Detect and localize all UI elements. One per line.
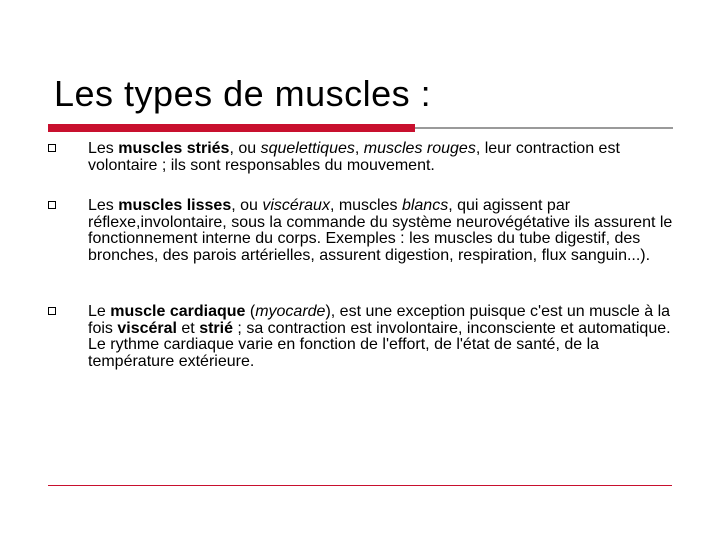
bold-term: viscéral <box>117 319 177 337</box>
text-run: , qui agissent par réflexe,involontaire, sous la commande du système neurovégétative ils assurent le fonctionnement interne du corps. Exemples : les muscles du tube digestif, des bronches, des parois artérielles, assurent digestion, respiration, flux sanguin...). <box>88 197 673 264</box>
bullet-text <box>88 140 620 174</box>
italic-term: squelettiques <box>260 140 355 157</box>
bullet-item <box>88 198 673 264</box>
bullet-item <box>88 304 673 370</box>
italic-term: muscles rouges <box>363 140 476 157</box>
bold-term: muscle cardiaque <box>110 303 246 320</box>
text-run: , ou <box>231 197 263 214</box>
text-run: , ou <box>229 140 261 157</box>
bullet-text <box>88 197 672 264</box>
square-bullet-icon <box>48 144 56 152</box>
text-run: Les <box>88 197 119 214</box>
footer-rule <box>48 485 672 486</box>
italic-term: viscéraux <box>262 197 330 214</box>
bold-term: strié <box>199 319 233 337</box>
bullet-item <box>88 141 673 174</box>
text-run: Le <box>88 303 111 320</box>
bold-term: muscles lisses <box>118 197 232 214</box>
title-underline-accent <box>48 124 415 132</box>
square-bullet-icon <box>48 201 56 209</box>
text-run: , <box>354 140 364 157</box>
italic-term: myocarde <box>255 303 326 320</box>
square-bullet-icon <box>48 307 56 315</box>
text-run: Les <box>88 140 119 157</box>
italic-term: blancs <box>401 197 449 214</box>
text-run: ( <box>245 303 256 320</box>
bullet-text <box>88 303 671 370</box>
text-run: , leur contraction est volontaire ; ils sont responsables du mouvement. <box>88 140 620 174</box>
text-run: , muscles <box>329 197 402 214</box>
text-run: ; sa contraction est involontaire, inconsciente et automatique. Le rythme cardiaque varie en fonction de l'effort, de l'état de santé, de la température extérieure. <box>88 319 671 370</box>
title-underline-rule <box>415 127 673 129</box>
slide-title: Les types de muscles : <box>54 73 432 114</box>
bold-term: muscles striés <box>118 140 230 157</box>
text-run: ), est une exception puisque c'est un muscle à la fois <box>88 303 671 337</box>
text-run: et <box>176 319 200 337</box>
